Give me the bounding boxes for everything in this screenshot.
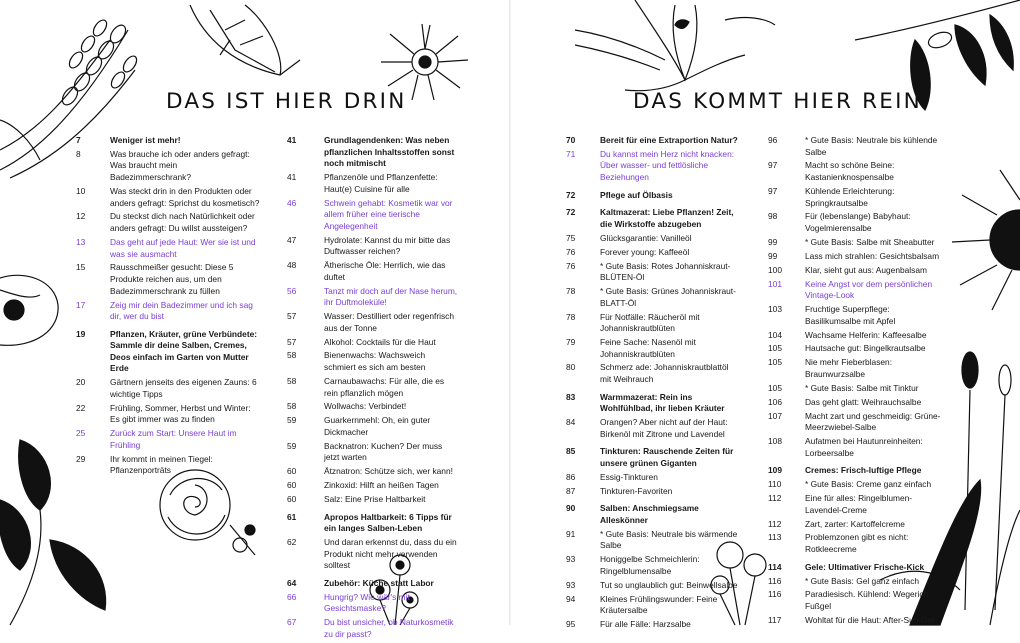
- toc-page-number: 93: [566, 554, 576, 565]
- toc-entry-title: Warmmazerat: Rein ins Wohlfühlbad, ihr lieben Kräuter: [600, 391, 725, 414]
- toc-entry: [768, 160, 946, 183]
- toc-entry-title: * Gute Basis: Salbe mit Sheabutter: [805, 236, 935, 247]
- toc-page-number: 85: [566, 446, 576, 457]
- poppy-illustration: [0, 270, 62, 350]
- toc-entry: [287, 135, 459, 170]
- toc-page-number: 58: [287, 401, 297, 412]
- toc-entry: [76, 403, 260, 426]
- toc-entry: [566, 362, 741, 385]
- toc-entry: [287, 480, 459, 492]
- toc-entry-title: Grundlagendenken: Was neben pflanzlichen Inhaltsstoffen sonst noch mitmischt: [324, 135, 455, 169]
- toc-entry: [76, 237, 260, 260]
- toc-entry: [768, 186, 946, 209]
- toc-entry-title: Nie mehr Fieberblasen: Braunwurzsalbe: [805, 357, 893, 379]
- toc-entry-title: Tanzt mir doch auf der Nase herum, ihr Duftmoleküle!: [324, 285, 458, 308]
- toc-page-number: 94: [566, 593, 576, 604]
- toc-page-number: 56: [287, 285, 297, 296]
- toc-page-number: 78: [566, 286, 576, 297]
- toc-entry: [287, 350, 459, 373]
- toc-page-number: 19: [76, 328, 86, 339]
- toc-entry: [566, 554, 741, 577]
- toc-entry-title: Das geht auf jede Haut: Wer sie ist und was sie ausmacht: [110, 236, 256, 259]
- toc-page-number: 12: [76, 211, 86, 222]
- toc-page-number: 59: [287, 440, 297, 451]
- toc-page-number: 106: [768, 396, 782, 407]
- toc-page-number: 78: [566, 311, 576, 322]
- toc-entry-title: Zart, zarter: Kartoffelcreme: [805, 518, 905, 529]
- toc-page-number: 76: [566, 260, 576, 271]
- toc-page-number: 57: [287, 311, 297, 322]
- toc-entry-title: * Gute Basis: Neutrale bis wärmende Salbe: [600, 528, 738, 551]
- toc-entry: [566, 417, 741, 440]
- toc-entry: [566, 580, 741, 592]
- toc-entry-title: Bienenwachs: Wachsweich schmiert es sich am besten: [324, 350, 426, 373]
- toc-page-number: 15: [76, 262, 86, 273]
- toc-column-1: [76, 135, 260, 479]
- toc-entry: [566, 233, 741, 245]
- toc-page-number: 10: [76, 185, 86, 196]
- toc-page-number: 41: [287, 135, 297, 145]
- toc-entry-title: Apropos Haltbarkeit: 6 Tipps für ein langes Salben-Leben: [324, 511, 452, 534]
- toc-page-number: 25: [76, 428, 86, 439]
- toc-entry: [287, 235, 459, 258]
- toc-entry: [566, 529, 741, 552]
- toc-page-number: 95: [566, 619, 576, 630]
- toc-entry-title: Keine Angst vor dem persönlichen Vintage-Look: [805, 278, 933, 301]
- toc-entry: [566, 503, 741, 526]
- toc-page-number: 112: [768, 518, 782, 529]
- toc-entry-title: Pflanzenöle und Pflanzenfette: Haut(e) Cuisine für alle: [324, 172, 438, 194]
- toc-entry-title: Tinkturen: Rauschende Zeiten für unsere grünen Giganten: [600, 446, 734, 468]
- toc-entry-title: Ätherische Öle: Herrlich, wie das duftet: [324, 260, 446, 282]
- toc-entry: [566, 135, 741, 147]
- toc-entry: [287, 494, 459, 506]
- toc-page-number: 99: [768, 250, 778, 261]
- toc-entry-title: Und daran erkennst du, dass du ein Produkt nicht mehr verwenden solltest: [324, 537, 457, 571]
- toc-entry-title: Kühlende Erleichterung: Springkrautsalbe: [805, 185, 895, 208]
- toc-entry: [566, 286, 741, 309]
- toc-entry: [287, 198, 459, 233]
- toc-entry-title: Hydrolate: Kannst du mir bitte das Duftwasser reichen?: [324, 234, 451, 257]
- toc-entry: [768, 357, 946, 380]
- toc-page-number: 105: [768, 382, 782, 393]
- toc-entry-title: Das geht glatt: Weihrauchsalbe: [805, 396, 922, 407]
- toc-page-number: 29: [76, 453, 86, 464]
- toc-entry-title: Was steckt drin in den Produkten oder anders gefragt: Sprichst du kosmetisch?: [110, 185, 260, 208]
- toc-page-number: 76: [566, 246, 576, 257]
- toc-entry-title: Feine Sache: Nasenöl mit Johanniskrautblüten: [600, 336, 696, 359]
- toc-entry: [566, 207, 741, 230]
- toc-entry: [76, 329, 260, 375]
- toc-entry-title: Bereit für eine Extraportion Natur?: [600, 135, 738, 145]
- toc-entry-title: Gele: Ultimativer Frische-Kick: [805, 561, 925, 572]
- toc-entry-title: Gärtnern jenseits des eigenen Zauns: 6 wichtige Tipps: [110, 377, 257, 399]
- toc-page-number: 60: [287, 480, 297, 491]
- toc-entry: [768, 411, 946, 434]
- toc-entry-title: Eine für alles: Ringelblumen-Lavendel-Creme: [805, 493, 913, 515]
- toc-page-number: 86: [566, 471, 576, 482]
- toc-entry: [566, 337, 741, 360]
- toc-entry: [76, 211, 260, 234]
- toc-page-number: 46: [287, 197, 297, 208]
- toc-entry: [76, 300, 260, 323]
- toc-page-number: 112: [768, 493, 782, 504]
- toc-entry: [287, 466, 459, 478]
- toc-entry-title: Pflanzen, Kräuter, grüne Verbündete: Sammle dir deine Salben, Cremes, Deos einfach im Garten von Mutter Erde: [110, 328, 258, 374]
- toc-page-number: 70: [566, 135, 576, 145]
- toc-page-number: 105: [768, 343, 782, 354]
- toc-entry: [768, 436, 946, 459]
- toc-page-number: 109: [768, 465, 782, 476]
- toc-entry-title: Wasser: Destilliert oder regenfrisch aus der Tonne: [324, 311, 455, 333]
- toc-page-number: 60: [287, 466, 297, 477]
- toc-entry-title: Schwein gehabt: Kosmetik war vor allem früher eine tierische Angelegenheit: [324, 197, 453, 231]
- toc-entry-title: Ätznatron: Schütze sich, wer kann!: [324, 466, 453, 477]
- toc-entry-title: Du steckst dich nach Natürlichkeit oder anders gefragt: Du willst aussteigen?: [110, 211, 255, 234]
- toc-entry: [768, 397, 946, 409]
- toc-page-number: 48: [287, 260, 297, 271]
- toc-page-number: 72: [566, 207, 576, 218]
- toc-entry: [287, 376, 459, 399]
- toc-entry: [76, 454, 260, 477]
- toc-entry: [768, 479, 946, 491]
- toc-entry: [287, 401, 459, 413]
- left-page-heading: DAS IST HIER DRIN: [166, 89, 407, 114]
- toc-entry-title: * Gute Basis: Salbe mit Tinktur: [805, 382, 919, 393]
- toc-entry: [566, 149, 741, 184]
- toc-column-4: [768, 135, 946, 629]
- toc-entry: [768, 343, 946, 355]
- toc-page-number: 8: [76, 148, 81, 159]
- toc-entry-title: Für alle Fälle: Harzsalbe: [600, 619, 691, 630]
- toc-entry: [287, 617, 459, 640]
- toc-page-number: 61: [287, 511, 297, 522]
- toc-column-3: [566, 135, 741, 633]
- toc-entry: [566, 446, 741, 469]
- toc-page-number: 97: [768, 185, 778, 196]
- toc-entry-title: Tinkturen-Favoriten: [600, 485, 673, 496]
- toc-entry-title: Backnatron: Kuchen? Der muss jetzt warten: [324, 440, 443, 463]
- toc-entry: [768, 532, 946, 555]
- toc-page-number: 93: [566, 579, 576, 590]
- toc-page-number: 22: [76, 402, 86, 413]
- toc-entry-title: Wachsame Helferin: Kaffeesalbe: [805, 329, 927, 340]
- toc-entry: [768, 265, 946, 277]
- toc-entry: [76, 135, 260, 147]
- toc-entry-title: Rausschmeißer gesucht: Diese 5 Produkte reichen aus, um den Badezimmerschrank zu füllen: [110, 262, 234, 296]
- toc-entry: [768, 251, 946, 263]
- toc-entry-title: Klar, sieht gut aus: Augenbalsam: [805, 264, 927, 275]
- toc-entry-title: * Gute Basis: Creme ganz einfach: [805, 479, 932, 490]
- toc-entry-title: Macht zart und geschmeidig: Grüne-Meerzwiebel-Salbe: [805, 410, 941, 433]
- toc-page-number: 87: [566, 485, 576, 496]
- toc-entry-title: Lass mich strahlen: Gesichtsbalsam: [805, 250, 940, 261]
- toc-page-number: 59: [287, 415, 297, 426]
- toc-page-number: 71: [566, 148, 576, 159]
- toc-entry-title: Glücksgarantie: Vanilleöl: [600, 232, 692, 243]
- toc-entry-title: Was brauche ich oder anders gefragt: Was braucht mein Badezimmerschrank?: [110, 148, 250, 183]
- toc-entry: [566, 392, 741, 415]
- toc-entry-title: Salben: Anschmiegsame Alleskönner: [600, 503, 699, 525]
- toc-entry: [768, 519, 946, 531]
- toc-page-number: 72: [566, 189, 576, 200]
- toc-entry: [768, 383, 946, 395]
- toc-entry-title: Cremes: Frisch-luftige Pflege: [805, 465, 922, 476]
- toc-entry: [768, 493, 946, 516]
- toc-entry-title: Kaltmazerat: Liebe Pflanzen! Zeit, die Wirkstoffe abzugeben: [600, 207, 734, 229]
- toc-entry-title: Zinkoxid: Hilft an heißen Tagen: [324, 480, 439, 491]
- toc-page-number: 67: [287, 617, 297, 628]
- toc-page-number: 17: [76, 299, 86, 310]
- toc-entry: [287, 311, 459, 334]
- toc-page-number: 108: [768, 436, 782, 447]
- toc-entry: [76, 262, 260, 297]
- toc-entry: [566, 190, 741, 202]
- toc-entry: [768, 279, 946, 302]
- toc-page-number: 58: [287, 350, 297, 361]
- toc-page-number: 7: [76, 135, 81, 145]
- toc-page-number: 66: [287, 591, 297, 602]
- toc-entry-title: Kleines Frühlingswunder: Feine Kräutersalbe: [600, 593, 718, 616]
- toc-page-number: 114: [768, 561, 782, 572]
- toc-page-number: 13: [76, 236, 86, 247]
- leaf-illustration: [185, 0, 305, 80]
- toc-page-number: 79: [566, 336, 576, 347]
- toc-page-number: 60: [287, 494, 297, 505]
- toc-page-number: 116: [768, 575, 782, 586]
- toc-page-number: 97: [768, 160, 778, 171]
- toc-entry: [768, 135, 946, 158]
- toc-entry-title: Fruchtige Superpflege: Basilikumsalbe mit Apfel: [805, 304, 896, 326]
- toc-entry: [287, 286, 459, 309]
- toc-entry-title: Essig-Tinkturen: [600, 471, 658, 482]
- toc-entry-title: Tut so unglaublich gut: Beinwellsalbe: [600, 579, 738, 590]
- toc-entry-title: Weniger ist mehr!: [110, 135, 181, 145]
- toc-entry: [566, 472, 741, 484]
- toc-page-number: 75: [566, 232, 576, 243]
- toc-page-number: 100: [768, 264, 782, 275]
- toc-entry-title: Zurück zum Start: Unsere Haut im Frühling: [110, 428, 237, 450]
- toc-page-number: 90: [566, 503, 576, 514]
- toc-entry: [287, 415, 459, 438]
- toc-page-number: 107: [768, 410, 782, 421]
- toc-entry-title: Guarkernmehl: Oh, ein guter Dickmacher: [324, 415, 431, 437]
- right-page-heading: DAS KOMMT HIER REIN: [633, 89, 922, 114]
- toc-entry-title: Aufatmen bei Hautunreinheiten: Lorbeersalbe: [805, 436, 923, 458]
- toc-entry-title: Wohltat für die Haut: After-Sun-Gel: [805, 614, 935, 625]
- toc-page-number: 98: [768, 211, 778, 222]
- toc-entry-title: Hungrig? Wie wär's mit Gesichtsmaske?: [324, 591, 410, 614]
- toc-entry: [566, 486, 741, 498]
- toc-entry-title: Alkohol: Cocktails für die Haut: [324, 336, 436, 347]
- toc-page-number: 83: [566, 391, 576, 402]
- toc-entry-title: Macht so schöne Beine: Kastanienknospensalbe: [805, 160, 895, 183]
- toc-page-number: 105: [768, 357, 782, 368]
- toc-entry-title: Zubehör: Küche statt Labor: [324, 577, 434, 588]
- toc-entry-title: Wollwachs: Verbindet!: [324, 401, 407, 412]
- toc-entry: [768, 237, 946, 249]
- toc-entry: [287, 578, 459, 590]
- toc-entry-title: * Gute Basis: Gel ganz einfach: [805, 575, 920, 586]
- toc-entry: [76, 149, 260, 184]
- toc-page-number: 20: [76, 377, 86, 388]
- toc-entry-title: Paradiesisch. Kühlend: Wegerich-Fußgel: [805, 589, 932, 612]
- toc-entry-title: Für Notfälle: Räucheröl mit Johanniskrautblüten: [600, 311, 700, 334]
- toc-entry-title: Schmerz ade: Johanniskrautblattöl mit Weihrauch: [600, 362, 729, 385]
- toc-entry-title: * Gute Basis: Neutrale bis kühlende Salbe: [805, 135, 938, 157]
- toc-entry: [76, 377, 260, 400]
- toc-entry-title: Honiggelbe Schmeichlerin: Ringelblumensalbe: [600, 554, 700, 576]
- toc-entry: [287, 537, 459, 572]
- toc-page-number: 47: [287, 234, 297, 245]
- toc-entry: [566, 594, 741, 617]
- toc-entry: [566, 261, 741, 284]
- toc-page-number: 58: [287, 375, 297, 386]
- toc-entry-title: Carnaubawachs: Für alle, die es rein pflanzlich mögen: [324, 375, 445, 398]
- toc-entry-title: * Gute Basis: Grünes Johanniskraut-BLATT-Öl: [600, 286, 736, 308]
- toc-page-number: 117: [768, 614, 782, 625]
- toc-entry: [76, 186, 260, 209]
- toc-entry: [566, 312, 741, 335]
- toc-entry: [287, 441, 459, 464]
- toc-page-number: 62: [287, 537, 297, 548]
- toc-entry-title: Du kannst mein Herz nicht knacken: Über wasser- und fettlösliche Beziehungen: [600, 148, 735, 183]
- toc-page-number: 57: [287, 336, 297, 347]
- toc-entry-title: Problemzonen gibt es nicht: Rotkleecreme: [805, 532, 909, 555]
- toc-entry: [768, 465, 946, 477]
- toc-page-number: 116: [768, 589, 782, 600]
- toc-entry: [768, 589, 946, 612]
- toc-entry-title: Orangen? Aber nicht auf der Haut: Birkenöl mit Zitrone und Lavendel: [600, 417, 728, 439]
- toc-entry-title: Salz: Eine Prise Haltbarkeit: [324, 494, 426, 505]
- toc-entry-title: Ihr kommt in meinen Tiegel: Pflanzenporträts: [110, 453, 213, 476]
- page-gutter: [509, 0, 511, 625]
- toc-page-number: 113: [768, 532, 782, 543]
- toc-entry: [287, 260, 459, 283]
- toc-entry-title: Für (lebenslange) Babyhaut: Vogelmierensalbe: [805, 211, 911, 234]
- toc-entry: [287, 172, 459, 195]
- toc-entry: [566, 247, 741, 259]
- toc-page-number: 84: [566, 417, 576, 428]
- toc-entry: [76, 428, 260, 451]
- toc-column-2: [287, 135, 459, 643]
- toc-page-number: 80: [566, 362, 576, 373]
- toc-entry: [287, 592, 459, 615]
- toc-entry-title: Pflege auf Ölbasis: [600, 189, 673, 200]
- toc-page-number: 99: [768, 236, 778, 247]
- toc-page-number: 110: [768, 479, 782, 490]
- toc-entry: [768, 562, 946, 574]
- toc-page-number: 41: [287, 172, 297, 183]
- toc-entry-title: Forever young: Kaffeeöl: [600, 246, 690, 257]
- toc-entry: [768, 330, 946, 342]
- toc-page-number: 96: [768, 135, 778, 145]
- sunflower-illustration: [952, 170, 1020, 320]
- toc-entry-title: Du bist unsicher, ob Naturkosmetik zu dir passt?: [324, 617, 454, 639]
- toc-entry: [768, 304, 946, 327]
- toc-entry: [768, 211, 946, 234]
- toc-entry: [768, 576, 946, 588]
- toc-page-number: 104: [768, 329, 782, 340]
- toc-entry: [287, 337, 459, 349]
- toc-entry: [287, 512, 459, 535]
- toc-entry-title: * Gute Basis: Rotes Johanniskraut-BLÜTEN-Öl: [600, 260, 731, 283]
- toc-entry-title: Zeig mir dein Badezimmer und ich sag dir, wer du bist: [110, 299, 253, 322]
- toc-page-number: 64: [287, 577, 297, 588]
- toc-page-number: 101: [768, 278, 782, 289]
- toc-entry-title: Hautsache gut: Bingelkrautsalbe: [805, 343, 926, 354]
- toc-entry-title: Frühling, Sommer, Herbst und Winter: Es gibt immer was zu finden: [110, 402, 251, 425]
- toc-page-number: 103: [768, 304, 782, 315]
- toc-page-number: 91: [566, 528, 576, 539]
